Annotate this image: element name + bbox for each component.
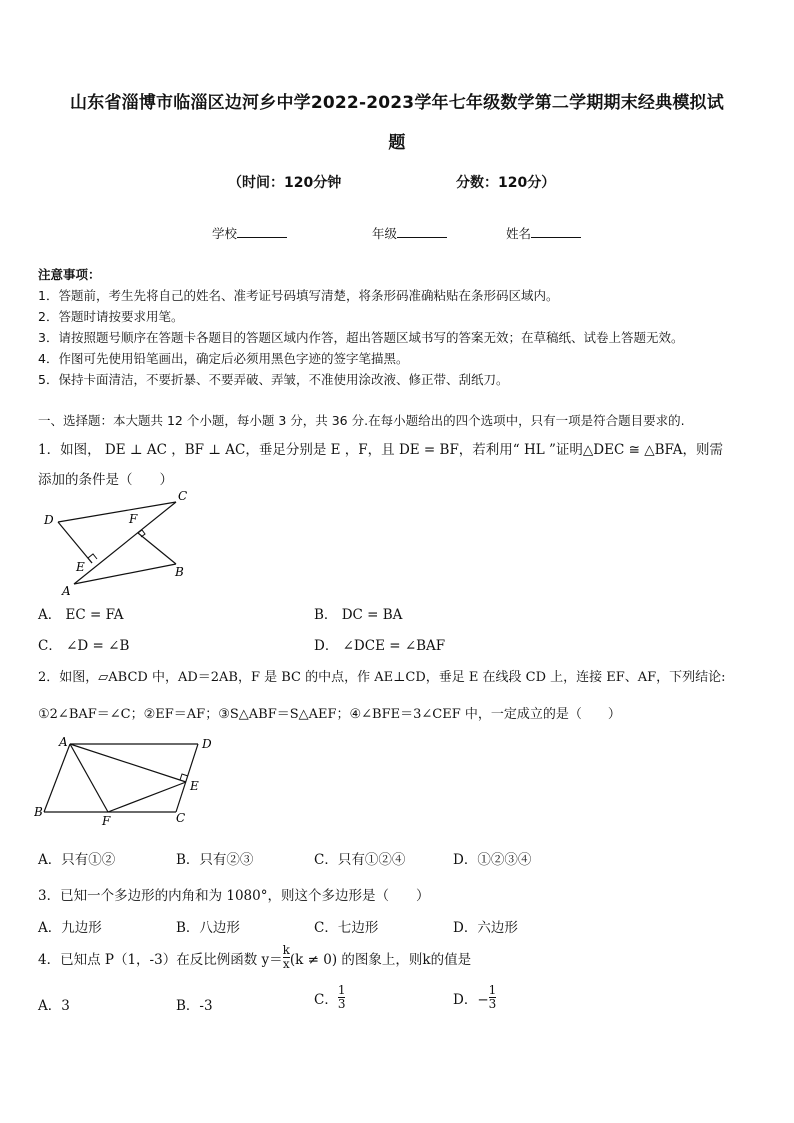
- q2-option-a[interactable]: A．只有①②: [38, 852, 116, 868]
- label-F: F: [129, 512, 138, 526]
- segment-AB: [44, 744, 70, 812]
- q1-option-c[interactable]: C． ∠D = ∠B: [38, 638, 130, 654]
- question-1-figure: [38, 488, 198, 600]
- q4-option-c-den: 3: [337, 997, 346, 1012]
- label-D: D: [202, 737, 212, 751]
- q3-option-b[interactable]: B．八边形: [176, 920, 240, 936]
- school-field[interactable]: [212, 224, 287, 242]
- label-A: A: [59, 735, 68, 749]
- name-blank[interactable]: [531, 227, 581, 238]
- q4-option-c-num: 1: [337, 983, 346, 997]
- school-blank[interactable]: [237, 227, 287, 238]
- grade-blank[interactable]: [397, 227, 447, 238]
- question-3-text: 3．已知一个多边形的内角和为 1080°，则这个多边形是（ ）: [38, 888, 430, 904]
- q4-option-d-label: D．−: [453, 991, 489, 1008]
- q4-text-pre: 4．已知点 P（1，-3）在反比例函数 y＝: [38, 951, 283, 968]
- q4-option-c[interactable]: [314, 984, 345, 1011]
- note-item: 1．答题前，考生先将自己的姓名、准考证号码填写清楚，将条形码准确粘贴在条形码区域内。: [38, 288, 559, 303]
- note-item: 2．答题时请按要求用笔。: [38, 309, 184, 324]
- question-2-text: 2．如图，▱ABCD 中，AD＝2AB，F 是 BC 的中点，作 AE⊥CD，垂足 E 在线段 CD 上，连接 EF、AF，下列结论:: [38, 670, 726, 685]
- q1-option-a[interactable]: A． EC = FA: [38, 607, 124, 623]
- right-angle-E: [88, 554, 97, 563]
- label-B: B: [175, 565, 184, 579]
- q1-option-b[interactable]: B． DC = BA: [314, 607, 403, 623]
- label-A: A: [62, 584, 71, 598]
- school-label: 学校: [212, 226, 238, 241]
- q4-option-d-fraction: [489, 984, 497, 1011]
- q4-option-b[interactable]: B．-3: [176, 998, 213, 1014]
- question-2-figure: [34, 732, 224, 828]
- q3-option-c[interactable]: C．七边形: [314, 920, 379, 936]
- segment-DC: [176, 744, 198, 812]
- grade-label: 年级: [372, 226, 398, 241]
- q3-option-d[interactable]: D．六边形: [453, 920, 518, 936]
- note-item: 3．请按照题号顺序在答题卡各题目的答题区域内作答，超出答题区域书写的答案无效；在草稿纸、试卷上答题无效。: [38, 330, 684, 345]
- q4-option-d-den: 3: [488, 997, 497, 1012]
- page-title: 山东省淄博市临淄区边河乡中学2022-2023学年七年级数学第二学期期末经典模拟试: [70, 93, 724, 113]
- question-2-text-cont: ①2∠BAF＝∠C；②EF＝AF；③S△ABF＝S△AEF；④∠BFE＝3∠CEF 中，一定成立的是（ ）: [38, 707, 621, 722]
- q2-option-d[interactable]: D．①②③④: [453, 852, 532, 868]
- label-E: E: [76, 560, 85, 574]
- label-D: D: [44, 513, 54, 527]
- q1-option-d[interactable]: D． ∠DCE = ∠BAF: [314, 638, 446, 654]
- segment-CA: [74, 502, 176, 584]
- exam-time: （时间：120分钟: [228, 175, 342, 191]
- name-label: 姓名: [506, 226, 532, 241]
- segment-AB: [74, 564, 176, 584]
- notes-heading: 注意事项：: [38, 267, 101, 282]
- note-item: 5．保持卡面清洁，不要折暴、不要弄破、弄皱，不准使用涂改液、修正带、刮纸刀。: [38, 372, 509, 387]
- q2-option-c[interactable]: C．只有①②④: [314, 852, 406, 868]
- label-B: B: [34, 805, 43, 819]
- q4-fraction: [283, 944, 290, 971]
- question-4-text: [38, 944, 471, 971]
- name-field[interactable]: [506, 224, 581, 242]
- q4-frac-den: x: [282, 957, 290, 972]
- segment-FE: [108, 782, 186, 812]
- label-C: C: [178, 489, 188, 503]
- q4-option-c-label: C．: [314, 991, 338, 1008]
- label-C: C: [176, 811, 186, 825]
- label-E: E: [190, 779, 199, 793]
- segment-DC: [58, 502, 176, 522]
- question-1-text: 1．如图， DE ⊥ AC ，BF ⊥ AC，垂足分别是 E ，F，且 DE = BF，若利用“ HL ”证明△DEC ≅ △BFA，则需: [38, 442, 723, 458]
- q2-option-b[interactable]: B．只有②③: [176, 852, 254, 868]
- q4-option-d-num: 1: [488, 983, 497, 997]
- segment-FB: [138, 533, 176, 564]
- q4-text-post: (k ≠ 0) 的图象上，则k的值是: [289, 951, 472, 968]
- grade-field[interactable]: [372, 224, 447, 242]
- q4-option-c-fraction: [338, 984, 346, 1011]
- q4-option-d[interactable]: [453, 984, 496, 1011]
- note-item: 4．作图可先使用铅笔画出，确定后必须用黑色字迹的签字笔描黑。: [38, 351, 409, 366]
- q3-option-a[interactable]: A．九边形: [38, 920, 102, 936]
- question-1-text-cont: 添加的条件是（ ）: [38, 472, 173, 488]
- q4-option-a[interactable]: A．3: [38, 998, 70, 1014]
- segment-DE: [58, 522, 92, 563]
- exam-score: 分数：120分）: [456, 175, 556, 191]
- label-F: F: [102, 814, 111, 828]
- section-heading: 一、选择题：本大题共 12 个小题，每小题 3 分，共 36 分.在每小题给出的四个选项中，只有一项是符合题目要求的.: [38, 413, 685, 428]
- page-title-cont: 题: [388, 133, 406, 153]
- q4-frac-num: k: [282, 943, 290, 957]
